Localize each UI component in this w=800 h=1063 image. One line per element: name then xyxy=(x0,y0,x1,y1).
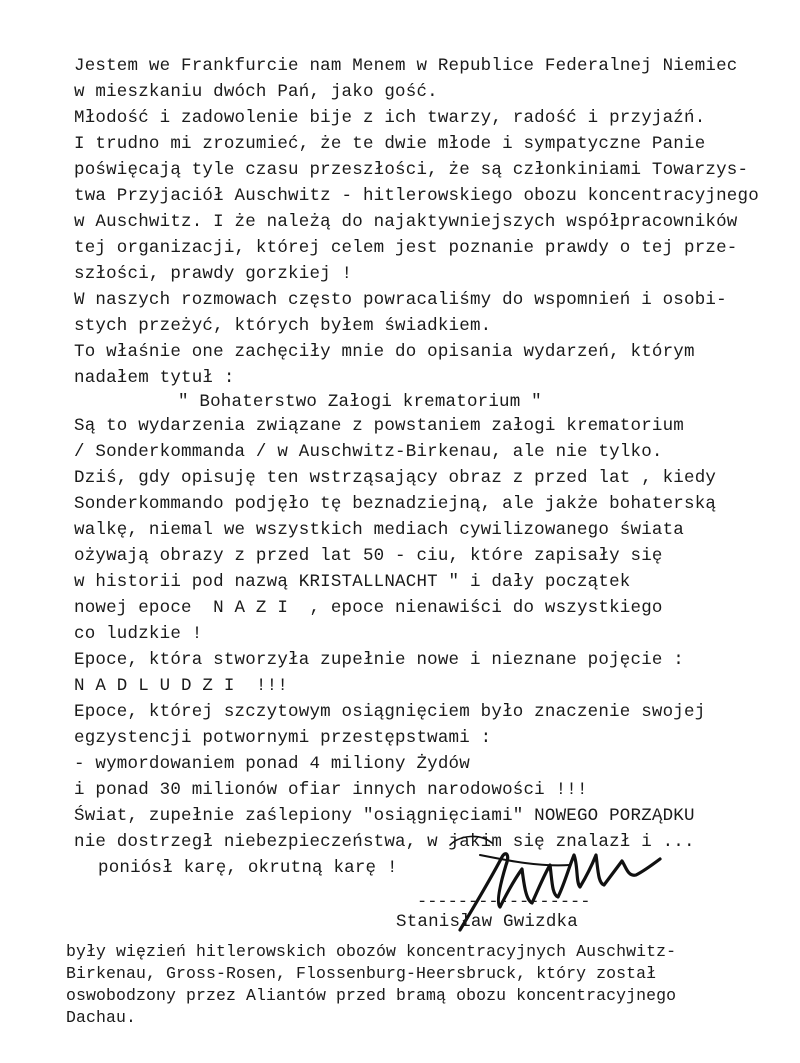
letter-line: N A D L U D Z I !!! xyxy=(74,676,289,696)
signature-line: ----------------- xyxy=(417,893,591,912)
letter-line: nowej epoce N A Z I , epoce nienawiści do wszystkiego xyxy=(74,598,663,618)
letter-line: co ludzkie ! xyxy=(74,624,203,644)
letter-line: Epoce, która stworzyła zupełnie nowe i nieznane pojęcie : xyxy=(74,650,684,670)
letter-line: szłości, prawdy gorzkiej ! xyxy=(74,264,353,284)
letter-line: Epoce, której szczytowym osiągnięciem było znaczenie swojej xyxy=(74,702,706,722)
letter-line: To właśnie one zachęciły mnie do opisania wydarzeń, którym xyxy=(74,342,695,362)
letter-line: w Auschwitz. I że należą do najaktywniejszych współpracowników xyxy=(74,212,738,232)
letter-line: ożywają obrazy z przed lat 50 - ciu, które zapisały się xyxy=(74,546,663,566)
letter-line: tej organizacji, której celem jest poznanie prawdy o tej prze- xyxy=(74,238,738,258)
letter-line: / Sonderkommanda / w Auschwitz-Birkenau, ale nie tylko. xyxy=(74,442,663,462)
letter-line: i ponad 30 milionów ofiar innych narodowości !!! xyxy=(74,780,588,800)
letter-line: egzystencji potwornymi przestępstwami : xyxy=(74,728,492,748)
letter-line: - wymordowaniem ponad 4 miliony Żydów xyxy=(74,754,470,774)
letter-line: nadałem tytuł : xyxy=(74,368,235,388)
letter-line: stych przeżyć, których byłem świadkiem. xyxy=(74,316,492,336)
letter-line: W naszych rozmowach często powracaliśmy do wspomnień i osobi- xyxy=(74,290,727,310)
letter-line: poświęcają tyle czasu przeszłości, że są członkiniami Towarzys- xyxy=(74,160,749,180)
letter-line: Świat, zupełnie zaślepiony "osiągnięciami" NOWEGO PORZĄDKU xyxy=(74,806,695,826)
footer-line: Birkenau, Gross-Rosen, Flossenburg-Heersbruck, który został xyxy=(66,964,657,983)
footer-line: oswobodzony przez Aliantów przed bramą obozu koncentracyjnego xyxy=(66,986,677,1005)
letter-line: Dziś, gdy opisuję ten wstrząsający obraz z przed lat , kiedy xyxy=(74,468,717,488)
letter-line: I trudno mi zrozumieć, że te dwie młode i sympatyczne Panie xyxy=(74,134,706,154)
letter-line: poniósł karę, okrutną karę ! xyxy=(98,858,398,878)
letter-line: twa Przyjaciół Auschwitz - hitlerowskiego obozu koncentracyjnego xyxy=(74,186,759,206)
footer-line: Dachau. xyxy=(66,1008,137,1027)
letter-line: Jestem we Frankfurcie nam Menem w Republice Federalnej Niemiec xyxy=(74,56,738,76)
letter-line: Młodość i zadowolenie bije z ich twarzy, radość i przyjaźń. xyxy=(74,108,706,128)
letter-line: Sonderkommando podjęło tę beznadziejną, ale jakże bohaterską xyxy=(74,494,717,514)
letter-line: w historii pod nazwą KRISTALLNACHT " i dały początek xyxy=(74,572,631,592)
signer-name: Stanisław Gwizdka xyxy=(396,912,578,932)
title-quote: " Bohaterstwo Załogi krematorium " xyxy=(178,392,542,412)
letter-line: walkę, niemal we wszystkich mediach cywilizowanego świata xyxy=(74,520,684,540)
letter-line: w mieszkaniu dwóch Pań, jako gość. xyxy=(74,82,438,102)
letter-line: nie dostrzegł niebezpieczeństwa, w jakim się znalazł i ... xyxy=(74,832,695,852)
footer-line: były więzień hitlerowskich obozów koncentracyjnych Auschwitz- xyxy=(66,942,677,961)
letter-line: Są to wydarzenia związane z powstaniem załogi krematorium xyxy=(74,416,684,436)
